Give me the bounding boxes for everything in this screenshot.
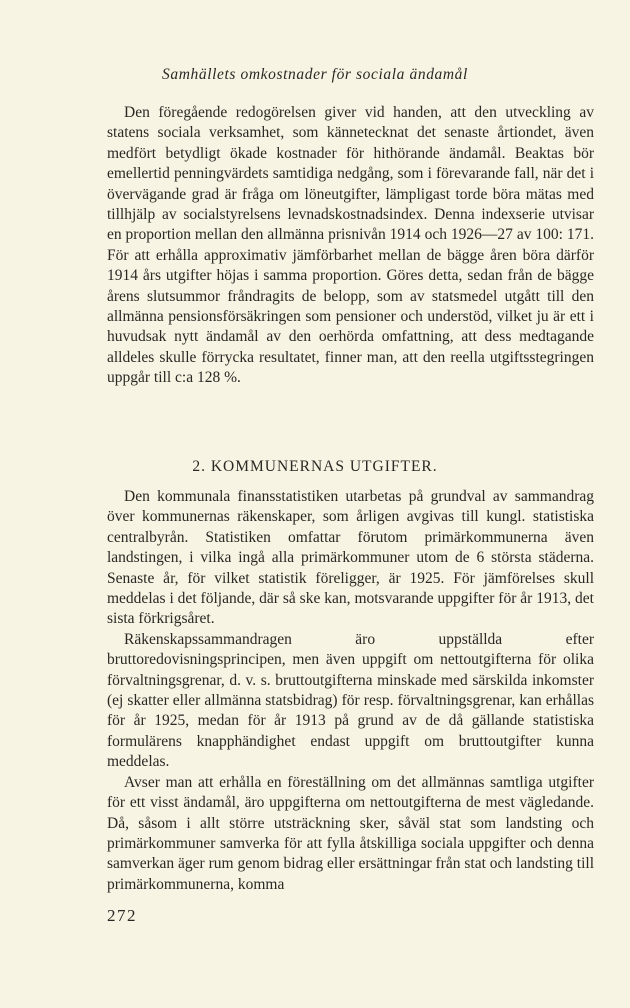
paragraph: Den kommunala finansstatistiken utarbetas på grundval av sammandrag över kommunernas räkenskaper, som årligen avgivas till kungl. statistiska centralbyrån. Statistiken omfattar förutom primärkommunerna även landstingen, i vilka ingå alla primärkommuner utom de 6 största städerna. Senaste år, för vilket statistik föreligger, är 1925. För jämförelses skull meddelas i det följande, där så ske kan, motsvarande uppgifter för år 1913, det sista förkrigsåret. [107, 488, 594, 628]
paragraph: Räkenskapssammandragen äro uppställda efter bruttoredovisningsprincipen, men även uppgift om nettoutgifterna för olika förvaltningsgrenar, d. v. s. bruttoutgifterna minskade med särskilda inkomster (ej skatter eller allmänna statsbidrag) för resp. förvaltningsgrenar, kan erhållas för år 1925, medan för år 1913 på grund av de då gällande statistiska formulärens knapphändighet endast uppgift om bruttoutgifter kunna meddelas. [107, 630, 594, 771]
section-heading: 2. KOMMUNERNAS UTGIFTER. [192, 458, 438, 475]
paragraph: Avser man att erhålla en föreställning om det allmännas samtliga utgifter för ett visst ändamål, äro uppgifterna om nettoutgifterna de mest vägledande. Då, såsom i allt större utsträckning sker, såväl stat som landsting och primärkommuner samverka för att fylla åtskilliga sociala uppgifter och denna samverkan äger rum genom bidrag eller ersättningar från stat och landsting till primärkommunerna, komma [107, 773, 594, 893]
section-2-body [107, 487, 594, 895]
running-head: Samhällets omkostnader för sociala ändamål [162, 66, 468, 83]
paragraph: Den föregående redogörelsen giver vid handen, att den utveckling av statens sociala verksamhet, som kännetecknat det senaste årtiondet, även medfört betydligt ökade kostnader för hithörande ändamål. Beaktas bör emellertid penningvärdets samtidiga nedgång, som i förevarande fall, när det i övervägande grad är fråga om löneutgifter, lämpligast torde böra mätas med tillhjälp av socialstyrelsens levnadskostnadsindex. Denna indexserie utvisar en proportion mellan den allmänna prisnivån 1914 och 1926—27 av 100: 171. För att erhålla approximativ jämförbarhet mellan de bägge åren böra därför 1914 års utgifter höjas i samma proportion. Göres detta, sedan från de bägge årens slutsummor fråndragits de belopp, som av statsmedel utgått till den allmänna pensionsförsäkringen som pensioner och understöd, vilket ju är ett i huvudsak nytt ändamål av den oerhörda omfattning, att dess medtagande alldeles skulle förrycka resultatet, finner man, att den reella utgiftsstegringen uppgår till c:a 128 %. [107, 104, 594, 387]
page-number: 272 [107, 906, 137, 925]
section-1-body [107, 103, 594, 389]
